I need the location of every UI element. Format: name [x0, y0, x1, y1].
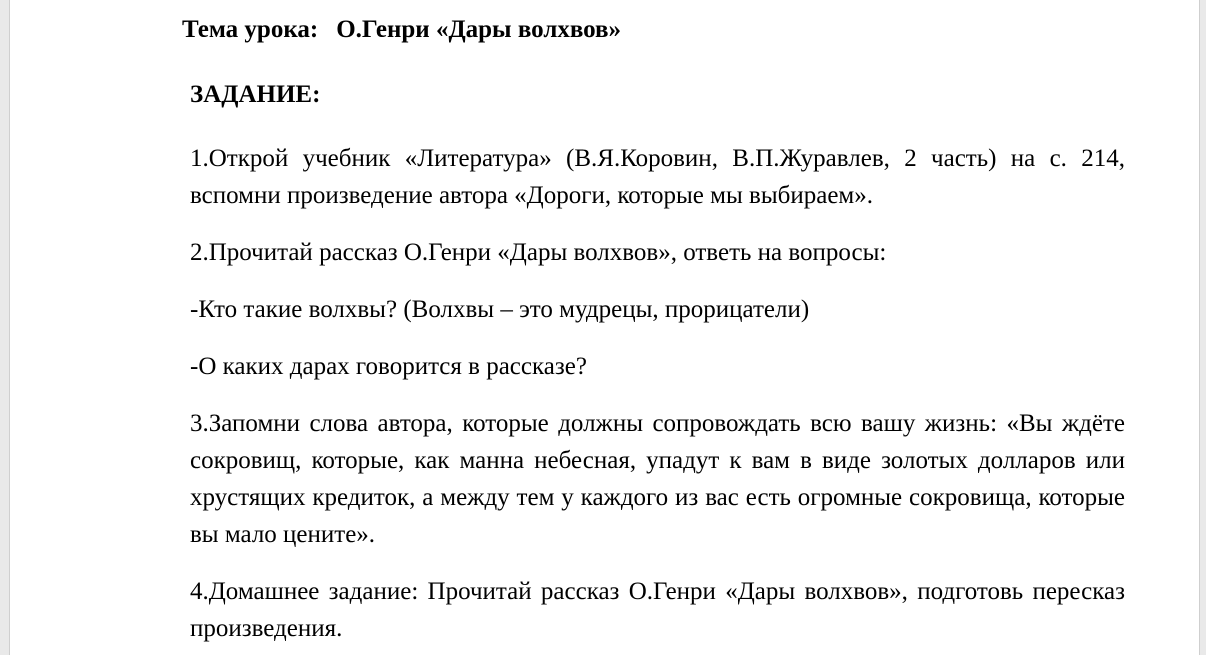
paragraph-question-2: -О каких дарах говорится в рассказе? [190, 353, 587, 380]
paragraph-step-2: 2.Прочитай рассказ О.Генри «Дары волхвов», ответь на вопросы: [190, 239, 887, 266]
lesson-title-text: О.Генри «Дары волхвов» [336, 16, 622, 43]
paragraph-step-1: 1.Открой учебник «Литература» (В.Я.Коровин, В.П.Журавлев, 2 часть) на с. 214, вспомни произведение автора «Дороги, которые мы выбираем». [190, 145, 1125, 209]
document-page [9, 0, 1200, 655]
task-heading: ЗАДАНИЕ: [190, 81, 321, 108]
paragraph-question-1: -Кто такие волхвы? (Волхвы – это мудрецы, прорицатели) [190, 296, 810, 323]
paragraph-step-3: 3.Запомни слова автора, которые должны сопровождать всю вашу жизнь: «Вы ждёте сокровищ, которые, как манна небесная, упадут к вам в виде золотых долларов или хрустящих кредиток, а между тем у каждого из вас есть огромные сокровища, которые вы мало цените». [190, 410, 1125, 548]
lesson-title-label: Тема урока: [182, 16, 319, 43]
lesson-title [182, 14, 621, 46]
paragraph-step-4: 4.Домашнее задание: Прочитай рассказ О.Генри «Дары волхвов», подготовь пересказ произведения. [190, 578, 1125, 642]
